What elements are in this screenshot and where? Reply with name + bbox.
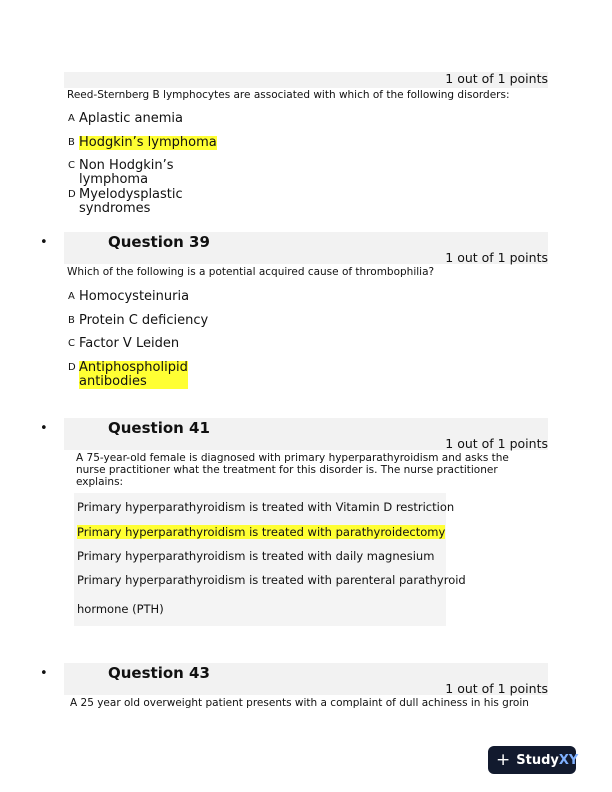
q37-question-text: Reed-Sternberg B lymphocytes are associated with which of the following disorders: xyxy=(67,89,510,101)
q39-title: Question 39 xyxy=(108,233,210,251)
q37-option-d[interactable] xyxy=(68,188,183,216)
option-text: Aplastic anemia xyxy=(79,111,183,126)
q41-question-text xyxy=(76,452,509,488)
option-text: Protein C deficiency xyxy=(79,313,209,328)
question-line: explains: xyxy=(76,476,124,488)
option-text-line: antibodies xyxy=(79,374,147,389)
q39-option-a[interactable] xyxy=(68,290,189,304)
option-text: Homocysteinuria xyxy=(79,289,190,304)
q37-option-b[interactable] xyxy=(68,136,217,150)
q39-option-b[interactable] xyxy=(68,314,208,328)
q39-option-c[interactable] xyxy=(68,337,179,351)
q37-option-a[interactable] xyxy=(68,112,183,126)
q39-bullet: • xyxy=(40,235,48,250)
option-letter: C xyxy=(68,160,75,171)
q39-option-d[interactable] xyxy=(68,361,188,389)
q41-bullet: • xyxy=(40,421,48,436)
option-letter: C xyxy=(68,338,75,349)
brand-accent: XY xyxy=(558,752,579,768)
option-letter: D xyxy=(68,362,76,373)
q41-points: 1 out of 1 points xyxy=(445,436,548,451)
q41-option-a[interactable]: Primary hyperparathyroidism is treated with Vitamin D restriction xyxy=(77,500,455,514)
q37-option-c[interactable] xyxy=(68,159,174,187)
q41-option-b-selected[interactable]: Primary hyperparathyroidism is treated with parathyroidectomy xyxy=(77,525,446,539)
option-letter: D xyxy=(68,189,76,200)
option-text-selected xyxy=(79,361,188,389)
q41-option-c[interactable]: Primary hyperparathyroidism is treated with daily magnesium xyxy=(77,549,435,563)
q37-points: 1 out of 1 points xyxy=(445,71,548,86)
q43-points: 1 out of 1 points xyxy=(445,681,548,696)
option-text: Factor V Leiden xyxy=(79,336,180,351)
option-letter: A xyxy=(68,291,75,302)
q41-title: Question 41 xyxy=(108,419,210,437)
q41-option-d-continued: hormone (PTH) xyxy=(77,602,164,616)
q43-question-text: A 25 year old overweight patient presents with a complaint of dull achiness in his groin xyxy=(70,697,529,709)
brand-main: Study xyxy=(516,752,559,768)
option-letter: A xyxy=(68,113,75,124)
option-text-line: lymphoma xyxy=(79,172,149,187)
option-text-line: Antiphospholipid xyxy=(79,360,188,375)
option-text xyxy=(79,159,174,187)
option-letter: B xyxy=(68,137,75,148)
option-text xyxy=(79,188,183,216)
studyxy-badge[interactable] xyxy=(488,746,579,774)
option-text-line: syndromes xyxy=(79,201,151,216)
q43-title: Question 43 xyxy=(108,664,210,682)
question-line: nurse practitioner what the treatment for this disorder is. The nurse practitioner xyxy=(76,464,498,476)
option-text-line: Myelodysplastic xyxy=(79,187,183,202)
q41-option-d[interactable]: Primary hyperparathyroidism is treated with parenteral parathyroid xyxy=(77,573,466,587)
option-text-line: Non Hodgkin’s xyxy=(79,158,174,173)
q39-points: 1 out of 1 points xyxy=(445,250,548,265)
plus-icon: + xyxy=(496,749,511,770)
option-text-selected: Hodgkin’s lymphoma xyxy=(79,135,217,150)
brand-logo-text xyxy=(516,753,578,768)
q43-bullet: • xyxy=(40,666,48,681)
option-letter: B xyxy=(68,315,75,326)
q39-question-text: Which of the following is a potential acquired cause of thrombophilia? xyxy=(67,266,435,278)
question-line: A 75-year-old female is diagnosed with primary hyperparathyroidism and asks the xyxy=(76,452,509,464)
